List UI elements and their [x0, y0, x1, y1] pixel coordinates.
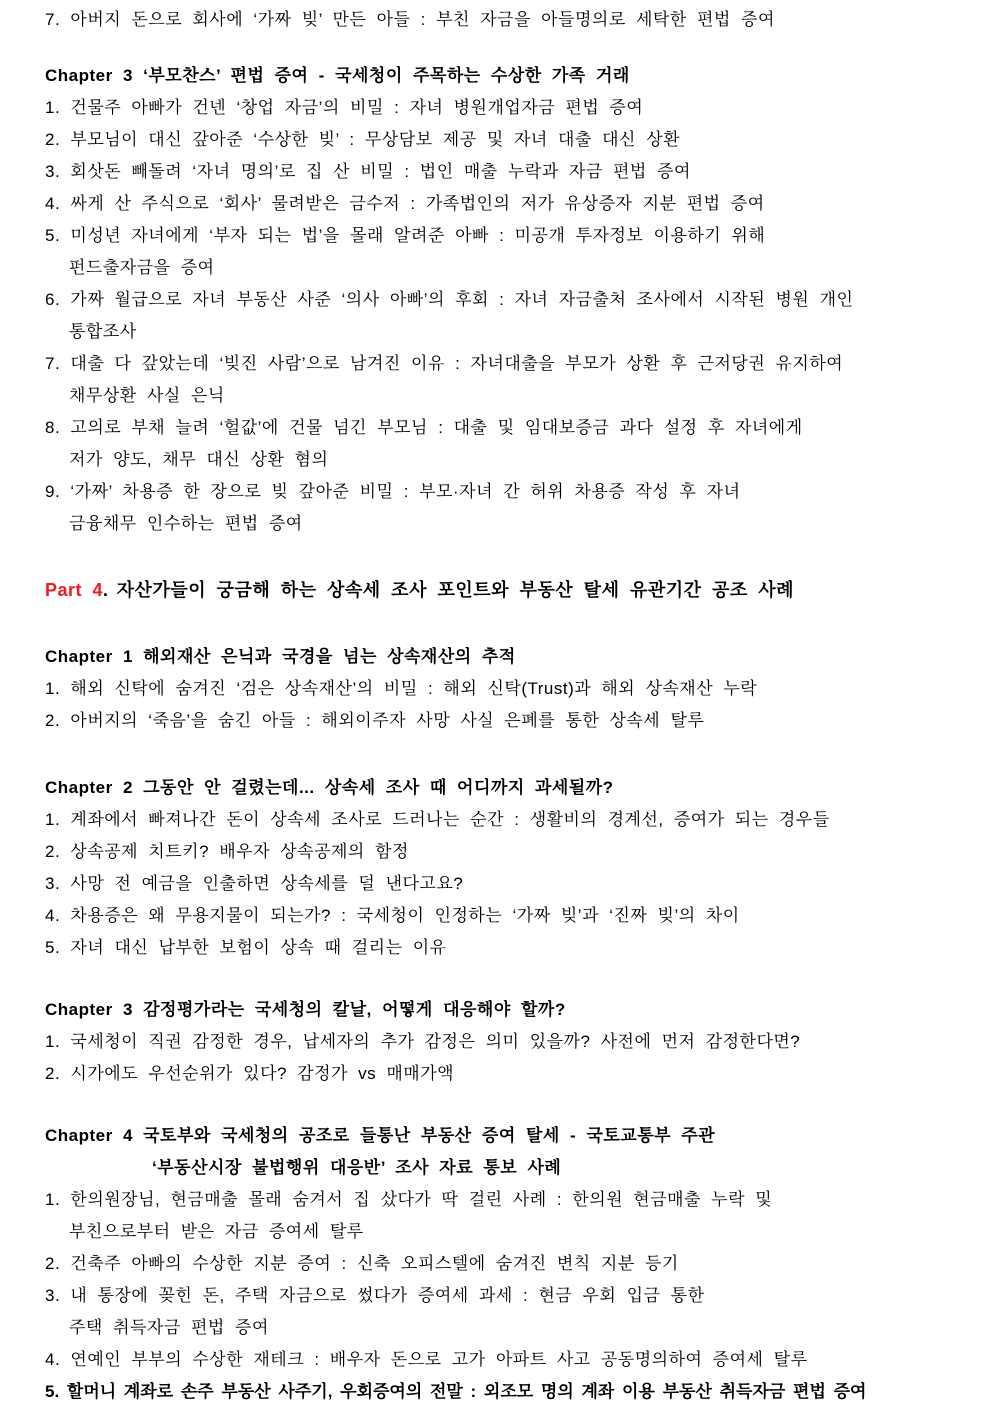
spacer — [45, 737, 962, 772]
toc-item: 2. 아버지의 ‘죽음’을 숨긴 아들 : 해외이주자 사망 사실 은폐를 통한 상속세 탈루 — [45, 711, 705, 730]
toc-item-continuation: 펀드출자금을 증여 — [69, 258, 215, 277]
toc-item-continuation: 부친으로부터 받은 자금 증여세 탈루 — [69, 1222, 364, 1241]
toc-item-continuation: 금융채무 인수하는 편법 증여 — [69, 514, 303, 533]
toc-item: 5. 할머니 계좌로 손주 부동산 사주기, 우회증여의 전말 : 외조모 명의 계좌 이용 부동산 취득자금 편법 증여 — [45, 1382, 867, 1401]
spacer — [45, 36, 962, 60]
toc-item: 1. 한의원장님, 현금매출 몰래 숨겨서 집 샀다가 딱 걸린 사례 : 한의원 현금매출 누락 및 — [45, 1190, 773, 1209]
toc-item: 9. ‘가짜’ 차용증 한 장으로 빚 갚아준 비밀 : 부모·자녀 간 허위 차용증 작성 후 자녀 — [45, 482, 741, 501]
toc-item: 2. 상속공제 치트키? 배우자 상속공제의 함정 — [45, 842, 409, 861]
toc-item: 3. 회삿돈 빼돌려 ‘자녀 명의’로 집 산 비밀 : 법인 매출 누락과 자금 편법 증여 — [45, 162, 691, 181]
toc-item-continuation: 채무상환 사실 은닉 — [69, 386, 225, 405]
chapter-heading: Chapter 4 국토부와 국세청의 공조로 들통난 부동산 증여 탈세 - 국토교통부 주관 — [45, 1126, 716, 1145]
spacer — [45, 606, 962, 641]
toc-item: 1. 건물주 아빠가 건넨 ‘창업 자금’의 비밀 : 자녀 병원개업자금 편법 증여 — [45, 98, 644, 117]
chapter-heading-continuation: ‘부동산시장 불법행위 대응반’ 조사 자료 통보 사례 — [152, 1158, 562, 1177]
spacer — [45, 964, 962, 994]
toc-item: 7. 아버지 돈으로 회사에 ‘가짜 빚’ 만든 아들 : 부친 자금을 아들명의로 세탁한 편법 증여 — [45, 10, 775, 29]
spacer — [45, 540, 962, 574]
toc-item: 5. 미성년 자녀에게 ‘부자 되는 법’을 몰래 알려준 아빠 : 미공개 투자정보 이용하기 위해 — [45, 226, 766, 245]
part-label: Part 4 — [45, 580, 104, 600]
toc-item: 2. 건축주 아빠의 수상한 지분 증여 : 신축 오피스텔에 숨겨진 변칙 지분 등기 — [45, 1254, 679, 1273]
toc-item: 5. 자녀 대신 납부한 보험이 상속 때 걸리는 이유 — [45, 938, 447, 957]
chapter-heading: Chapter 2 그동안 안 걸렸는데... 상속세 조사 때 어디까지 과세될까? — [45, 778, 614, 797]
chapter-heading: Chapter 3 ‘부모찬스’ 편법 증여 - 국세청이 주목하는 수상한 가족 거래 — [45, 66, 630, 85]
part-heading — [45, 574, 962, 606]
toc-item: 1. 계좌에서 빠져나간 돈이 상속세 조사로 드러나는 순간 : 생활비의 경계선, 증여가 되는 경우들 — [45, 810, 830, 829]
toc-item: 8. 고의로 부채 늘려 ‘헐값’에 건물 넘긴 부모님 : 대출 및 임대보증금 과다 설정 후 자녀에게 — [45, 418, 803, 437]
spacer — [45, 1090, 962, 1120]
toc-item: 1. 해외 신탁에 숨겨진 ‘검은 상속재산’의 비밀 : 해외 신탁(Trust)과 해외 상속재산 누락 — [45, 679, 758, 698]
toc-item-continuation: 저가 양도, 채무 대신 상환 혐의 — [69, 450, 329, 469]
chapter-heading: Chapter 1 해외재산 은닉과 국경을 넘는 상속재산의 추적 — [45, 647, 516, 666]
toc-item: 4. 싸게 산 주식으로 ‘회사’ 물려받은 금수저 : 가족법인의 저가 유상증자 지분 편법 증여 — [45, 194, 765, 213]
chapter-heading: Chapter 3 감정평가라는 국세청의 칼날, 어떻게 대응해야 할까? — [45, 1000, 566, 1019]
toc-item: 3. 사망 전 예금을 인출하면 상속세를 덜 낸다고요? — [45, 874, 464, 893]
toc-item: 1. 국세청이 직권 감정한 경우, 납세자의 추가 감정은 의미 있을까? 사전에 먼저 감정한다면? — [45, 1032, 801, 1051]
toc-item: 4. 차용증은 왜 무용지물이 되는가? : 국세청이 인정하는 ‘가짜 빚’과 ‘진짜 빚’의 차이 — [45, 906, 740, 925]
toc-item: 2. 부모님이 대신 갚아준 ‘수상한 빚’ : 무상담보 제공 및 자녀 대출 대신 상환 — [45, 130, 681, 149]
toc-item: 7. 대출 다 갚았는데 ‘빚진 사람’으로 남겨진 이유 : 자녀대출을 부모가 상환 후 근저당권 유지하여 — [45, 354, 844, 373]
toc-item-continuation: 주택 취득자금 편법 증여 — [69, 1318, 269, 1337]
toc-item: 6. 가짜 월급으로 자녀 부동산 사준 ‘의사 아빠’의 후회 : 자녀 자금출처 조사에서 시작된 병원 개인 — [45, 290, 854, 309]
part-title: 자산가들이 궁금해 하는 상속세 조사 포인트와 부동산 탈세 유관기간 공조 사례 — [116, 580, 795, 600]
toc-item-continuation: 통합조사 — [69, 322, 137, 341]
toc-item: 4. 연예인 부부의 수상한 재테크 : 배우자 돈으로 고가 아파트 사고 공동명의하여 증여세 탈루 — [45, 1350, 808, 1369]
part-dot: . — [103, 580, 109, 600]
toc-item: 2. 시가에도 우선순위가 있다? 감정가 vs 매매가액 — [45, 1064, 455, 1083]
toc-item: 3. 내 통장에 꽂힌 돈, 주택 자금으로 썼다가 증여세 과세 : 현금 우회 입금 통한 — [45, 1286, 705, 1305]
